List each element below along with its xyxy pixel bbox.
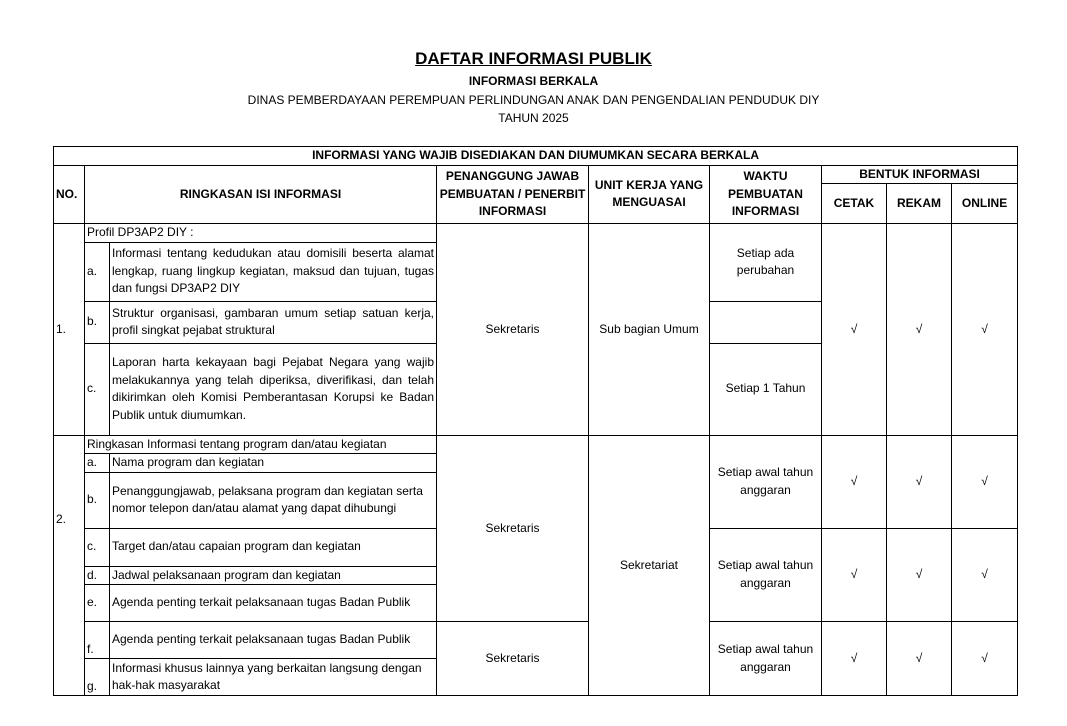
section2-heading: Ringkasan Informasi tentang program dan/atau kegiatan	[85, 435, 437, 454]
table-caption: INFORMASI YANG WAJIB DISEDIAKAN DAN DIUMUMKAN SECARA BERKALA	[54, 147, 1018, 166]
item-text: Agenda penting terkait pelaksanaan tugas Badan Publik	[110, 622, 437, 659]
section2-time-3: Setiap awal tahun anggaran	[710, 622, 822, 696]
col-header-no: NO.	[54, 165, 85, 224]
item-text: Nama program dan kegiatan	[110, 454, 437, 473]
section1-print: √	[822, 224, 887, 436]
section2-unit: Sekretariat	[589, 435, 710, 696]
col-header-print: CETAK	[822, 184, 887, 224]
col-header-time: WAKTU PEMBUATAN INFORMASI	[710, 165, 822, 224]
section2-responsible-2: Sekretaris	[437, 622, 589, 696]
col-header-form: BENTUK INFORMASI	[822, 165, 1018, 184]
section1-heading: Profil DP3AP2 DIY :	[85, 224, 437, 243]
col-header-record: REKAM	[887, 184, 952, 224]
section1-time-c: Setiap 1 Tahun	[710, 343, 822, 435]
section1-no: 1.	[54, 224, 85, 436]
section2-online-1: √	[952, 435, 1018, 528]
col-header-unit: UNIT KERJA YANG MENGUASAI	[589, 165, 710, 224]
section2-time-2: Setiap awal tahun anggaran	[710, 528, 822, 622]
section2-record-2: √	[887, 528, 952, 622]
col-header-responsible: PENANGGUNG JAWAB PEMBUATAN / PENERBIT INFORMASI	[437, 165, 589, 224]
information-table	[53, 146, 1018, 696]
item-letter: c.	[85, 343, 110, 435]
item-text: Target dan/atau capaian program dan kegiatan	[110, 528, 437, 566]
section2-online-2: √	[952, 528, 1018, 622]
section2-record-3: √	[887, 622, 952, 696]
item-letter: c.	[85, 528, 110, 566]
item-text: Laporan harta kekayaan bagi Pejabat Negara yang wajib melakukannya yang telah diperiksa, diverifikasi, dan telah dikirimkan oleh Komisi Pemberantasan Korupsi ke Badan Publik untuk diumumkan.	[110, 343, 437, 435]
item-letter: a.	[85, 454, 110, 473]
item-text: Penanggungjawab, pelaksana program dan kegiatan serta nomor telepon dan/atau alamat yang dapat dihubungi	[110, 472, 437, 528]
item-letter: e.	[85, 585, 110, 622]
item-text: Struktur organisasi, gambaran umum setiap satuan kerja, profil singkat pejabat struktural	[110, 301, 437, 343]
section2-no: 2.	[54, 435, 85, 528]
document-year: TAHUN 2025	[498, 111, 569, 125]
section2-no-continued	[54, 528, 85, 696]
item-text: Agenda penting terkait pelaksanaan tugas Badan Publik	[110, 585, 437, 622]
section1-unit: Sub bagian Umum	[589, 224, 710, 436]
item-letter: b.	[85, 472, 110, 528]
agency-name: DINAS PEMBERDAYAAN PEREMPUAN PERLINDUNGAN ANAK DAN PENGENDALIAN PENDUDUK DIY	[247, 93, 820, 107]
section2-online-3: √	[952, 622, 1018, 696]
section1-online: √	[952, 224, 1018, 436]
item-text: Informasi khusus lainnya yang berkaitan langsung dengan hak-hak masyarakat	[110, 659, 437, 696]
section2-time-1: Setiap awal tahun anggaran	[710, 435, 822, 528]
section1-responsible: Sekretaris	[437, 224, 589, 436]
item-letter: f.	[85, 622, 110, 659]
section2-responsible-1: Sekretaris	[437, 435, 589, 622]
item-letter: g.	[85, 659, 110, 696]
section2-print-1: √	[822, 435, 887, 528]
item-text: Jadwal pelaksanaan program dan kegiatan	[110, 566, 437, 585]
document-subtitle: INFORMASI BERKALA	[468, 74, 599, 88]
item-letter: a.	[85, 242, 110, 301]
item-letter: d.	[85, 566, 110, 585]
col-header-online: ONLINE	[952, 184, 1018, 224]
section2-record-1: √	[887, 435, 952, 528]
item-text: Informasi tentang kedudukan atau domisili beserta alamat lengkap, ruang lingkup kegiatan, maksud dan tujuan, tugas dan fungsi DP3AP2 DIY	[110, 242, 437, 301]
col-header-summary: RINGKASAN ISI INFORMASI	[85, 165, 437, 224]
section1-time-ab: Setiap ada perubahan	[710, 224, 822, 302]
section2-print-3: √	[822, 622, 887, 696]
section2-print-2: √	[822, 528, 887, 622]
item-letter: b.	[85, 301, 110, 343]
section1-record: √	[887, 224, 952, 436]
document-title: DAFTAR INFORMASI PUBLIK	[415, 49, 652, 68]
